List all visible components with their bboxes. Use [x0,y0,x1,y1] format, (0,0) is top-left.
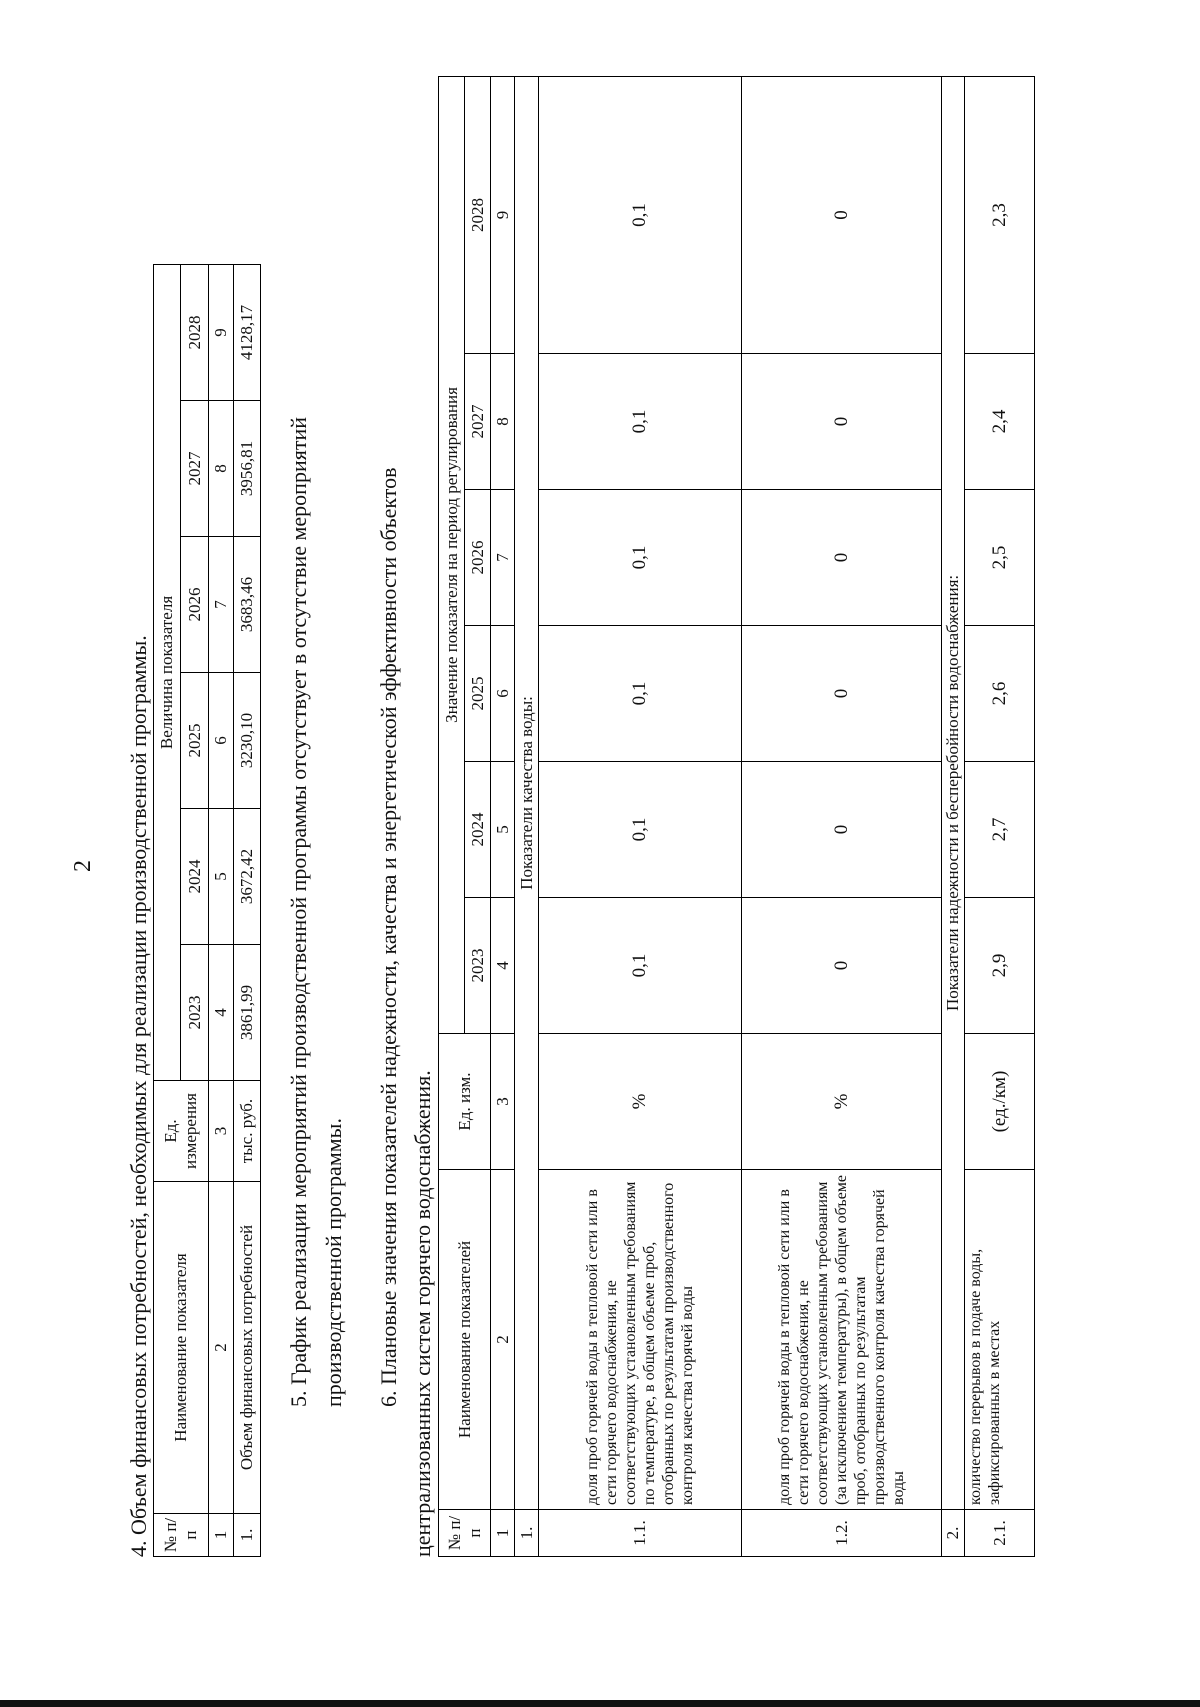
index-cell: 8 [209,401,234,537]
header-year: 2024 [181,809,209,945]
header-year: 2028 [181,264,209,400]
header-year: 2025 [181,673,209,809]
row-value: 0,1 [539,354,742,490]
index-cell: 9 [491,76,515,353]
index-cell: 5 [491,762,515,898]
row-name: доля проб горячей воды в тепловой сети или в сети горячего водоснабжения, не соответствующих установленным требованиям по температуре, в общем объеме проб, отобранных по результатам производственного контроля качества горячей воды [539,1170,742,1510]
row-unit: (ед./км) [965,1034,1035,1170]
table-row [742,76,942,1556]
row-value: 3672,42 [234,809,261,945]
table-row [965,76,1035,1556]
row-value: 4128,17 [234,264,261,400]
row-value: 3956,81 [234,401,261,537]
index-cell: 2 [491,1170,515,1510]
row-name: Объем финансовых потребностей [234,1182,261,1514]
header-year: 2026 [181,537,209,673]
row-unit: тыс. руб. [234,1081,261,1182]
index-cell: 7 [209,537,234,673]
financial-needs-table [153,264,261,1557]
index-cell: 4 [491,898,515,1034]
header-year: 2024 [465,762,491,898]
section6-text-line1: 6. Плановые значения показателей надежности, качества и энергетической эффективности объектов [376,467,401,1407]
header-year: 2028 [465,76,491,353]
header-year: 2023 [181,945,209,1081]
page-number: 2 [70,860,96,872]
row-value: 0 [742,626,942,762]
row-value: 0 [742,490,942,626]
row-num: 1. [234,1514,261,1557]
index-cell: 7 [491,490,515,626]
row-value: 3683,46 [234,537,261,673]
index-cell: 2 [209,1182,234,1514]
section5-text-line2: производственной программы. [321,1118,346,1407]
row-num: 2.1. [965,1510,1035,1557]
row-value: 2,6 [965,626,1035,762]
index-cell: 6 [209,673,234,809]
header-year: 2026 [465,490,491,626]
index-cell: 1 [209,1514,234,1557]
index-cell: 4 [209,945,234,1081]
header-year: 2027 [465,354,491,490]
scan-edge-bar [0,1700,1200,1707]
table-row [234,264,261,1556]
table-header-row [154,264,181,1556]
header-num: № п/п [154,1514,209,1557]
indicators-table [438,76,1035,1557]
group-row [515,76,539,1556]
row-value: 0,1 [539,762,742,898]
index-row [491,76,515,1556]
index-cell: 8 [491,354,515,490]
group-num: 1. [515,1510,539,1557]
group-row [942,76,965,1556]
header-unit: Ед. изм. [439,1034,491,1170]
row-name: доля проб горячей воды в тепловой сети или в сети горячего водоснабжения, не соответствующих установленным требованиям (за исключением температуры), в общем объеме проб, отобранных по результатам производственного контроля качества горячей воды [742,1170,942,1510]
row-value: 2,3 [965,76,1035,353]
row-value: 0,1 [539,626,742,762]
row-value: 0,1 [539,490,742,626]
row-num: 1.2. [742,1510,942,1557]
row-value: 0,1 [539,76,742,353]
index-cell: 6 [491,626,515,762]
section6-text-line2: централизованных систем горячего водоснабжения. [410,1070,435,1557]
group-num: 2. [942,1510,965,1557]
header-year: 2027 [181,401,209,537]
header-value-group: Величина показателя [154,264,181,1080]
row-value: 0,1 [539,898,742,1034]
row-value: 0 [742,354,942,490]
index-cell: 3 [209,1081,234,1182]
header-name: Наименование показателей [439,1170,491,1510]
group-label: Показатели надежности и бесперебойности водоснабжения: [942,76,965,1509]
section5-text-line1: 5. График реализации мероприятий производственной программы отсутствует в отсутствие мероприятий [286,417,311,1407]
row-value: 2,4 [965,354,1035,490]
header-num: № п/п [439,1510,491,1557]
row-value: 2,7 [965,762,1035,898]
row-unit: % [742,1034,942,1170]
row-name: количество перерывов в подаче воды, зафиксированных в местах [965,1170,1035,1510]
header-name: Наименование показателя [154,1182,209,1514]
index-cell: 9 [209,264,234,400]
index-row [209,264,234,1556]
header-year: 2023 [465,898,491,1034]
group-label: Показатели качества воды: [515,76,539,1509]
index-cell: 1 [491,1510,515,1557]
index-cell: 5 [209,809,234,945]
section4-title: 4. Объем финансовых потребностей, необходимых для реализации производственной программы. [126,635,151,1557]
row-value: 0 [742,762,942,898]
header-year: 2025 [465,626,491,762]
table-header-row [439,76,465,1556]
row-value: 3230,10 [234,673,261,809]
row-value: 2,5 [965,490,1035,626]
table-row [539,76,742,1556]
row-value: 0 [742,898,942,1034]
row-value: 0 [742,76,942,353]
row-value: 2,9 [965,898,1035,1034]
row-value: 3861,99 [234,945,261,1081]
header-value-group: Значение показателя на период регулирования [439,76,465,1033]
index-cell: 3 [491,1034,515,1170]
header-unit: Ед. измерения [154,1081,209,1182]
row-unit: % [539,1034,742,1170]
row-num: 1.1. [539,1510,742,1557]
